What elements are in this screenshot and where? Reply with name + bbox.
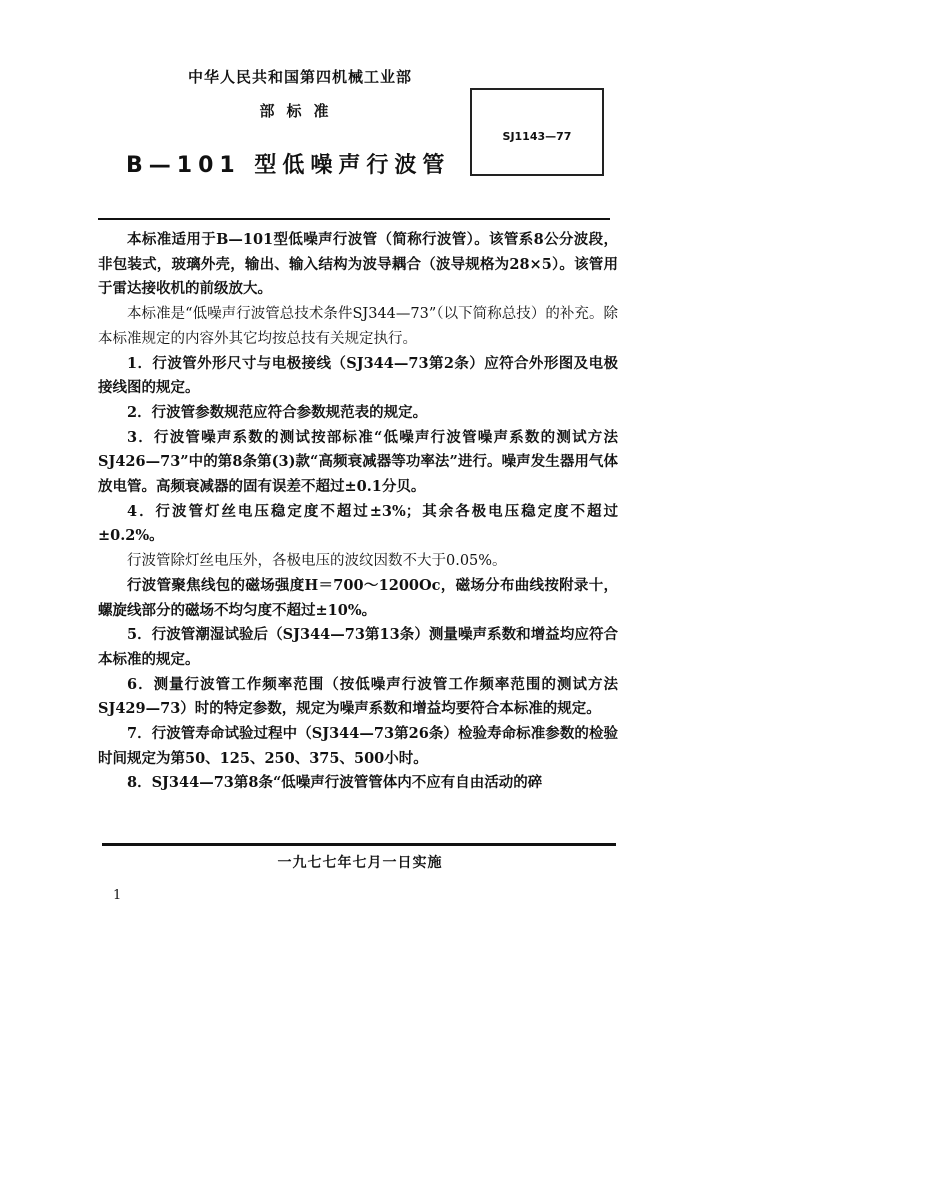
clause-1: 1．行波管外形尺寸与电极接线（SJ344—73第2条）应符合外形图及电极接线图的规定。 (98, 354, 618, 397)
standard-code-box (470, 88, 604, 176)
document-title: B—101 型低噪声行波管 (126, 153, 451, 178)
paragraph-scope: 本标准适用于B—101型低噪声行波管（简称行波管）。该管系8公分波段，非包装式，玻璃外壳，输出、输入结构为波导耦合（波导规格为28×5）。该管用于雷达接收机的前级放大。 (98, 231, 618, 298)
clause-6: 6．测量行波管工作频率范围（按低噪声行波管工作频率范围的测试方法SJ429—73）时的特定参数，规定为噪声系数和增益均要符合本标准的规定。 (98, 675, 618, 718)
ministry-name: 中华人民共和国第四机械工业部 (187, 68, 412, 86)
clause-8: 8．SJ344—73第8条“低噪声行波管管体内不应有自由活动的碎 (127, 774, 543, 792)
clause-4: 4．行波管灯丝电压稳定度不超过±3%；其余各极电压稳定度不超过±0.2%。 (98, 502, 618, 545)
effective-date: 一九七七年七月一日实施 (277, 855, 443, 871)
top-divider (98, 218, 610, 220)
standard-code: SJ1143—77 (502, 130, 572, 143)
page-number: 1 (113, 888, 122, 903)
clause-4-ripple: 行波管除灯丝电压外，各极电压的波纹因数不大于0.05%。 (127, 553, 507, 570)
bottom-divider (102, 843, 616, 846)
clause-3: 3．行波管噪声系数的测试按部标准“低噪声行波管噪声系数的测试方法SJ426—73”中的第8条第(3)款“高频衰减器等功率法”进行。噪声发生器用气体放电管。高频衰减器的固有误差不超过±0.1分贝。 (98, 428, 618, 496)
standard-type: 部标准 (259, 102, 341, 120)
clause-4-magnetic-field: 行波管聚焦线包的磁场强度H＝700～1200Oc，磁场分布曲线按附录十，螺旋线部分的磁场不均匀度不超过±10%。 (98, 576, 618, 619)
clause-7: 7．行波管寿命试验过程中（SJ344—73第26条）检验寿命标准参数的检验时间规定为第50、125、250、375、500小时。 (98, 725, 618, 767)
body-text (98, 228, 618, 796)
paragraph-supplement: 本标准是“低噪声行波管总技术条件SJ344—73”（以下简称总技）的补充。除本标准规定的内容外其它均按总技有关规定执行。 (98, 306, 618, 347)
clause-5: 5．行波管潮湿试验后（SJ344—73第13条）测量噪声系数和增益均应符合本标准的规定。 (98, 626, 618, 668)
clause-2: 2．行波管参数规范应符合参数规范表的规定。 (127, 403, 428, 421)
